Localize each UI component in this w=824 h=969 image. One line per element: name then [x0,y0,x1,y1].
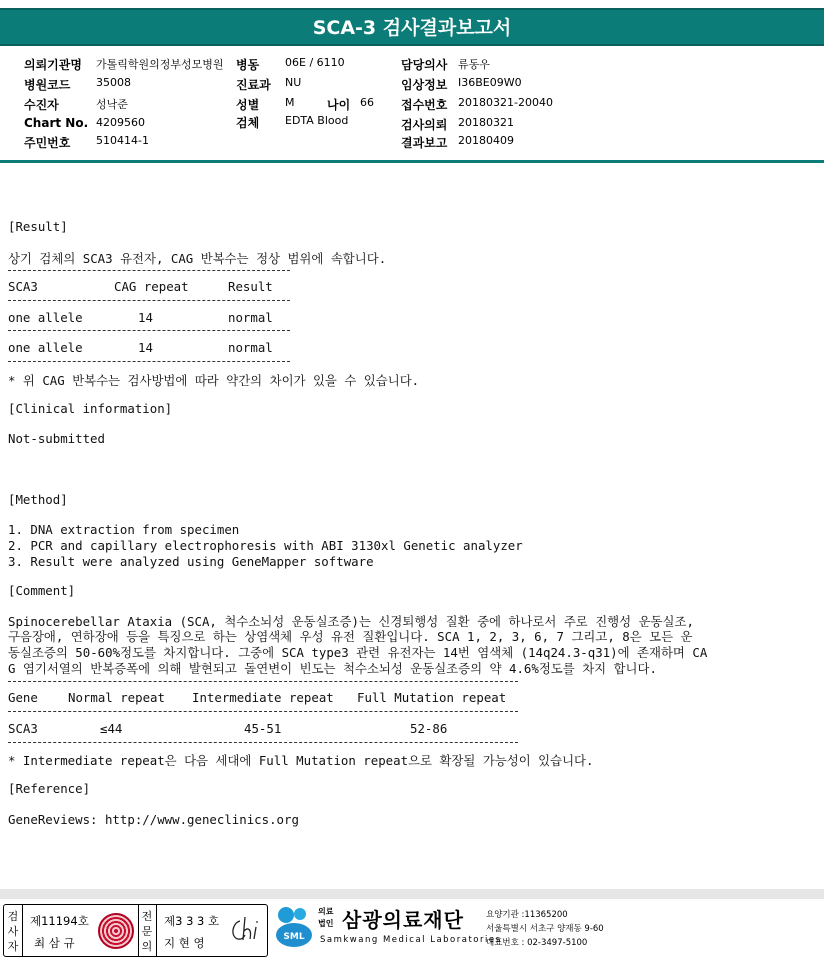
result-row-1-repeat: 14 [138,310,153,325]
repeat-row-intermediate: 45-51 [244,721,282,736]
org-name-english: Samkwang Medical Laboratories [320,935,502,945]
signature-box [3,904,268,957]
reference-link[interactable]: GeneReviews: http://www.geneclinics.org [8,812,299,827]
sml-logo [272,905,320,949]
value-request-date: 20180321 [458,116,514,129]
result-row-1-allele: one allele [8,310,83,325]
repeat-row-gene: SCA3 [8,721,38,736]
result-row-1-result: normal [228,310,273,325]
examiner-license-no: 제11194호 [30,914,89,928]
label-specimen: 검체 [236,116,260,130]
result-note: * 위 CAG 반복수는 검사방법에 따라 약간의 차이가 있을 수 있습니다. [8,373,420,388]
patient-info-header [0,48,824,164]
result-heading: [Result] [8,219,68,234]
label-clinical-info: 임상정보 [401,78,448,92]
table-rule [8,711,518,712]
specialist-license-no: 제3 3 3 호 [164,914,220,928]
header-divider [0,160,824,163]
label-institution: 의뢰기관명 [24,58,82,72]
sml-logo-icon [272,905,320,949]
red-seal-icon [98,913,134,949]
label-hospital-code: 병원코드 [24,78,71,92]
label-patient: 수진자 [24,98,59,112]
label-department: 진료과 [236,78,271,92]
repeat-col-intermediate: Intermediate repeat [192,690,334,705]
value-ward: 06E / 6110 [285,56,345,69]
value-specimen: EDTA Blood [285,114,349,127]
method-step-2: 2. PCR and capillary electrophoresis with ABI 3130xl Genetic analyzer [8,538,523,553]
value-clinical-info: I36BE09W0 [458,76,522,89]
signature-icon [226,913,264,947]
specialist-label: 전 문 의 [141,910,153,953]
label-request-date: 검사의뢰 [401,118,448,132]
label-ward: 병동 [236,58,260,72]
result-col-gene: SCA3 [8,279,38,294]
table-rule [8,742,518,743]
value-doctor: 류동우 [458,58,490,71]
report-title: SCA-3 검사결과보고서 [0,8,824,46]
table-rule [8,681,518,682]
comment-line-4: G 염기서열의 반복증폭에 의해 발현되고 돌연변이 빈도는 척수소뇌성 운동실조증의 약 4.6%정도를 차지 합니다. [8,661,657,676]
repeat-col-full: Full Mutation repeat [357,690,507,705]
org-address: 서울특별시 서초구 양재동 9-60 [486,924,604,934]
label-report-date: 결과보고 [401,136,448,150]
method-step-1: 1. DNA extraction from specimen [8,522,240,537]
result-row-2-repeat: 14 [138,340,153,355]
reference-heading: [Reference] [8,781,91,796]
comment-line-3: 동실조증의 50-60%정도를 차지합니다. 그중에 SCA type3 관련 유전자는 14번 염색체 (14q24.3-q31)에 존재하며 CA [8,645,708,660]
table-rule [8,330,290,331]
result-col-result: Result [228,279,273,294]
label-resident-no: 주민번호 [24,136,71,150]
comment-line-1: Spinocerebellar Ataxia (SCA, 척수소뇌성 운동실조증)는 신경퇴행성 질환 중에 하나로서 주로 진행성 운동실조, [8,614,694,629]
org-code: 요양기관 :11365200 [486,910,568,920]
label-doctor: 담당의사 [401,58,448,72]
examiner-name: 최 삼 규 [34,936,75,950]
org-name: 삼광의료재단 [342,908,464,932]
table-rule [8,300,290,301]
comment-line-2: 구음장애, 연하장애 등을 특징으로 하는 상염색체 우성 유전 질환입니다. SCA 1, 2, 3, 6, 7 그리고, 8은 모든 운 [8,629,693,644]
result-row-2-result: normal [228,340,273,355]
footer-band [0,889,824,899]
svg-text:SML: SML [283,932,305,942]
value-sex: M [285,96,295,109]
value-receipt-no: 20180321-20040 [458,96,553,109]
repeat-col-gene: Gene [8,690,38,705]
value-report-date: 20180409 [458,134,514,147]
method-step-3: 3. Result were analyzed using GeneMapper software [8,554,374,569]
clinical-heading: [Clinical information] [8,401,173,416]
value-hospital-code: 35008 [96,76,131,89]
org-phone: 대표번호 : 02-3497-5100 [486,938,588,948]
comment-heading: [Comment] [8,583,76,598]
repeat-row-full: 52-86 [410,721,448,736]
value-institution: 가톨릭학원의정부성모병원 [96,58,224,71]
org-prefix-2: 법인 [318,919,334,928]
value-resident-no: 510414-1 [96,134,149,147]
repeat-row-normal: ≤44 [100,721,123,736]
value-department: NU [285,76,302,89]
label-receipt-no: 접수번호 [401,98,448,112]
result-summary: 상기 검체의 SCA3 유전자, CAG 반복수는 정상 범위에 속합니다. [8,251,387,266]
value-patient: 성낙준 [96,98,128,111]
comment-note: * Intermediate repeat은 다음 세대에 Full Mutation repeat으로 확장될 가능성이 있습니다. [8,753,594,768]
clinical-text: Not-submitted [8,431,105,446]
org-prefix-1: 의료 [318,907,334,916]
specialist-name: 지 현 영 [164,936,205,950]
table-rule [8,270,290,271]
result-col-cag: CAG repeat [114,279,189,294]
label-chart-no: Chart No. [24,116,89,130]
label-age: 나이 [327,98,351,112]
label-sex: 성별 [236,98,260,112]
value-age: 66 [360,96,374,109]
examiner-label: 검 사 자 [7,910,19,953]
table-rule [8,361,290,362]
repeat-col-normal: Normal repeat [68,690,165,705]
method-heading: [Method] [8,492,68,507]
value-chart-no: 4209560 [96,116,145,129]
result-row-2-allele: one allele [8,340,83,355]
